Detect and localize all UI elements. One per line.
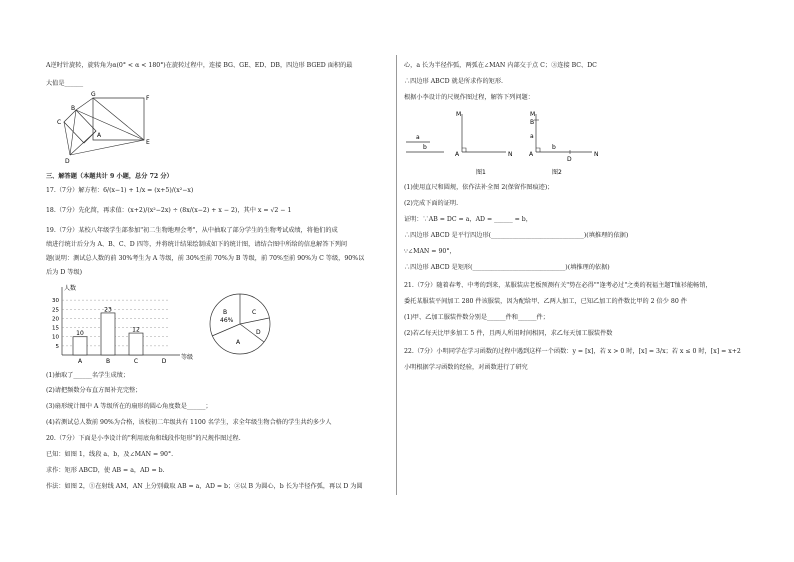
section-3-heading: 三、解答题（本题共计 9 小题，总分 72 分） — [46, 173, 173, 180]
q20-sub2: (2)完成下面的证明. — [404, 200, 459, 207]
question-22-line2: 小明根据学习函数的经验，对函数进行了研究 — [404, 364, 528, 371]
fig2-label-M: M — [530, 111, 536, 118]
fig1-label-A: A — [455, 151, 460, 158]
question-21-line2: 委托某服装平间加工 280 件该服装，因为配给甲、乙两人加工，已知乙加工的件数比甲的 2 倍少 80 件 — [404, 298, 687, 305]
proof-line2: ∴四边形 ABCD 是平行四边形(______________________________)(填推理的依据) — [404, 232, 629, 239]
q20-continue: 心，a 长为半径作弧，两弧在∠MAN 内部交于点 C；③连接 BC、DC — [404, 62, 597, 69]
fig2-label-A: A — [529, 151, 534, 158]
question-20-line1: 20.（7分）下面是小李设计的"利用底角和线段作矩形"的尺规作图过程. — [46, 435, 241, 442]
label-D: D — [65, 158, 70, 165]
q19-sub4: (4)若测试总人数前 90%为合格，该校初二年级共有 1100 名学生，求全年级生物合格的学生共约多少人 — [46, 419, 332, 426]
y-tick-label: 15 — [52, 325, 59, 332]
question-20-line4: 作法：如图 2，①在射线 AM，AN 上分别截取 AB = a，AD = b；②以 B 为圆心，b 长为半径作弧，再以 D 为圆 — [46, 483, 363, 490]
pie-chart — [206, 290, 276, 360]
label-G: G — [91, 91, 96, 98]
x-tick-label: D — [161, 358, 167, 365]
y-tick-label: 10 — [52, 334, 59, 341]
bar-B — [101, 313, 115, 355]
question-21-line1: 21.（7分）随着春考、中考的到来，某服装店老板预测有关"势在必得""逢考必过"之类的祝福主题T恤衫能畅销， — [404, 282, 712, 289]
bar-value-label: 12 — [132, 326, 140, 334]
x-tick-label: B — [105, 358, 111, 365]
label-C: C — [57, 119, 62, 126]
label-E: E — [146, 139, 150, 146]
bar-value-label: 10 — [76, 330, 84, 338]
fig2-label-b: b — [552, 144, 556, 151]
q20-conclusion: ∴四边形 ABCD 就是所求作的矩形. — [404, 78, 503, 85]
proof-line1: 证明：∵AB = DC = a，AD = ______ = b， — [404, 216, 532, 223]
label-B: B — [71, 105, 76, 112]
label-A: A — [97, 132, 102, 139]
fig2-label-N: N — [594, 151, 599, 158]
question-20-line2: 已知：如图 1，线段 a、b，及∠MAN = 90°. — [46, 451, 174, 458]
q20-sub1: (1)使用直尺和圆规，依作法补全图 2(保留作图痕迹)； — [404, 184, 554, 191]
construction-figure-1 — [404, 106, 524, 178]
fig1-caption: 图1 — [476, 169, 486, 176]
fig2-label-a: a — [530, 133, 534, 140]
y-axis-label: 人数 — [64, 285, 77, 292]
fig2-caption: 图2 — [552, 169, 562, 176]
fig2-label-B: B — [530, 119, 535, 126]
x-tick-label: C — [133, 358, 139, 365]
construction-figure-2 — [512, 106, 622, 178]
bar-A — [73, 337, 87, 355]
x-axis-label: 等级 — [181, 354, 194, 361]
fig1-label-N: N — [508, 151, 513, 158]
pie-label-B-percent: 46% — [220, 317, 234, 324]
bar-C — [129, 333, 143, 355]
problem-intro-line2: 大值是______ — [46, 80, 84, 87]
question-19-line3: 题(说明：测试总人数的前 30%考生为 A 等级，前 30%至前 70%为 B 等级，前 70%至前 90%为 C 等级，90%以 — [46, 255, 365, 262]
question-19-line4: 后为 D 等级) — [46, 269, 83, 276]
pie-label-A: A — [236, 339, 241, 346]
question-19-line1: 19.（7分）某校八年级学生部参加"初二生物地理会考"，从中抽取了部分学生的生物考试成绩，将他们的成 — [46, 227, 338, 234]
proof-line3: ∵∠MAN = 90°， — [404, 248, 456, 255]
q19-sub1: (1)抽取了______名学生成绩； — [46, 372, 130, 379]
fig1-label-a: a — [416, 134, 420, 141]
question-17: 17.（7分）解方程：6/(x−1) + 1/x = (x+5)/(x²−x) — [46, 187, 194, 194]
y-tick-label: 5 — [55, 343, 59, 350]
question-19-line2: 绩进行统计后分为 A、B、C、D 四等，并将统计结果绘制成如下的统计图，请结合图中所给的信息解答下列问 — [46, 241, 348, 248]
problem-intro-line1: A逆时针旋转，旋转角为α(0° < α < 180°)在旋转过程中，连接 BG、GE、ED、DB，四边形 BGED 面积的最 — [46, 62, 353, 69]
bar-value-label: 23 — [104, 306, 112, 314]
geometry-figure — [46, 88, 166, 166]
q21-sub2: (2)若乙每天比甲多加工 5 件，且两人所用时间相同，求乙每天加工服装件数 — [404, 330, 613, 337]
pie-label-B: B — [223, 309, 228, 316]
question-20-line3: 求作：矩形 ABCD，使 AB = a，AD = b. — [46, 467, 165, 474]
y-tick-label: 20 — [52, 316, 59, 323]
fig2-label-D: D — [567, 156, 572, 163]
column-divider — [396, 55, 397, 495]
fig1-label-b: b — [423, 144, 427, 151]
label-F: F — [146, 95, 150, 102]
y-tick-label: 25 — [52, 307, 59, 314]
q20-instruction: 根据小李设计的尺规作图过程，解答下列问题： — [404, 94, 534, 101]
pie-label-C: C — [252, 309, 257, 316]
question-22-line1: 22.（7分）小明同学在学习函数的过程中遇到这样一个函数：y = [x]，若 x > 0 时，[x] = 3/x；若 x ≤ 0 时，[x] = x+2 — [404, 348, 741, 355]
question-18: 18.（7分）先化简，再求值：(x+2)/(x²−2x) ÷ (8x/(x−2) + x − 2)，其中 x = √2 − 1 — [46, 207, 292, 214]
q19-sub3: (3)扇形统计图中 A 等级所在的扇形的圆心角度数是______； — [46, 403, 212, 410]
fig1-label-M: M — [456, 111, 462, 118]
proof-line4: ∴四边形 ABCD 是矩形(______________________________)(填推理的依据) — [404, 264, 610, 271]
x-tick-label: A — [77, 358, 83, 365]
pie-label-D: D — [256, 329, 261, 336]
y-tick-label: 30 — [52, 298, 59, 305]
bar-chart — [40, 283, 194, 371]
q21-sub1: (1)甲、乙加工服装件数分别是______件和______件； — [404, 314, 549, 321]
q19-sub2: (2)请把频数分布直方图补充完整； — [46, 387, 142, 394]
